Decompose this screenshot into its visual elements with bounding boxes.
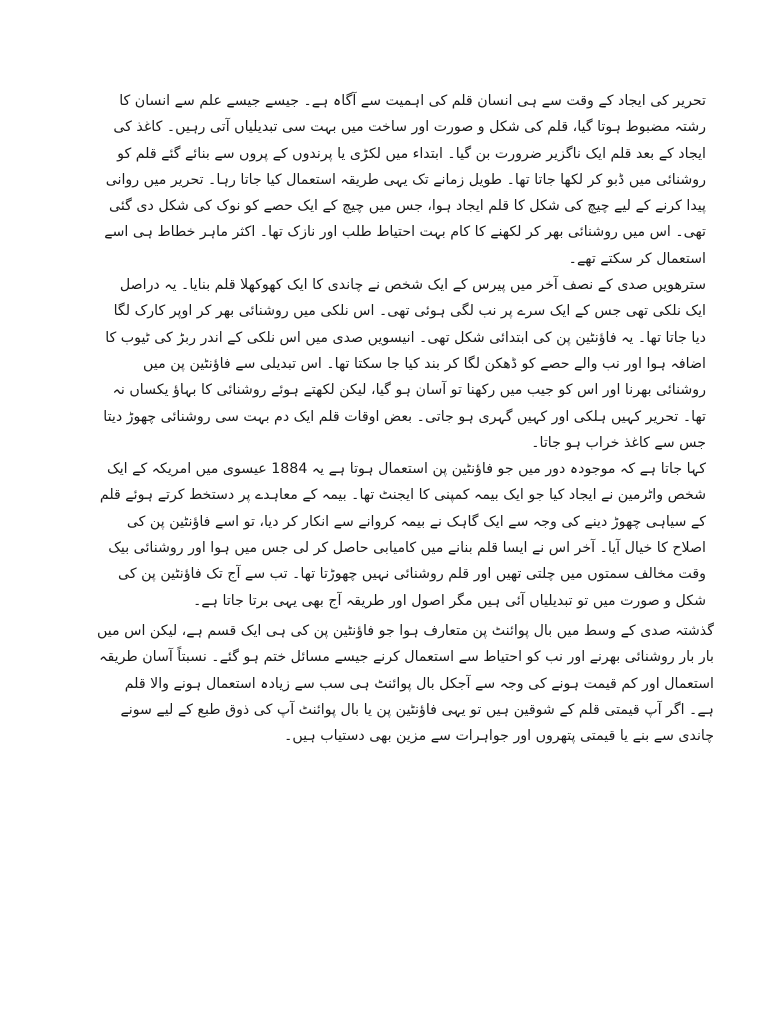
paragraph-waterman-1884: کہا جاتا ہے کہ موجودہ دور میں جو فاؤنٹین پن استعمال ہوتا ہے یہ 1884 عیسوی میں امریکہ کے ایک شخص واٹرمین نے ایجاد کیا جو ایک بیمہ کمپنی کا ایجنٹ تھا۔ بیمہ کے معاہدے پر دستخط کرتے ہوئے قلم کے سیاہی چھوڑ دینے کی وجہ سے ایک گاہک نے بیمہ کروانے سے انکار کر دیا، تو اسے فاؤنٹین پن کی اصلاح کا خیال آیا۔ آخر اس نے ایسا قلم بنانے میں کامیابی حاصل کر لی جس میں ہوا اور روشنائی بیک وقت مخالف سمتوں میں چلتی تھیں اور قلم روشنائی نہیں چھوڑتا تھا۔ تب سے آج تک فاؤنٹین پن کی شکل و صورت میں تو تبدیلیاں آئی ہیں مگر اصول اور طریقہ آج بھی یہی برتا جاتا ہے۔ [99, 461, 706, 609]
paragraph-history-of-pen: تحریر کی ایجاد کے وقت سے ہی انسان قلم کی اہمیت سے آگاہ ہے۔ جیسے جیسے علم سے انسان کا رشتہ مضبوط ہوتا گیا، قلم کی شکل و صورت اور ساخت میں بہت سی تبدیلیاں آتی رہیں۔ کاغذ کی ایجاد کے بعد قلم ایک ناگزیر ضرورت بن گیا۔ ابتداء میں لکڑی یا پرندوں کے پروں سے بنائے گئے قلم کو روشنائی میں ڈبو کر لکھا جاتا تھا۔ طویل زمانے تک یہی طریقہ استعمال کیا جاتا رہا۔ تحریر میں روانی پیدا کرنے کے لیے چیچ کی شکل کا قلم ایجاد ہوا، جس میں چیچ کے ایک حصے کو نوک کی شکل دی گئی تھی۔ اس میں روشنائی بھر کر لکھنے کا کام بہت احتیاط طلب اور نازک تھا۔ اکثر ماہر خطاط ہی اسے استعمال کر سکتے تھے۔ [104, 93, 706, 267]
article-body [96, 88, 714, 749]
paragraph-seventeenth-century: سترھویں صدی کے نصف آخر میں پیرس کے ایک شخص نے چاندی کا ایک کھوکھلا قلم بنایا۔ یہ دراصل ایک نلکی تھی جس کے ایک سرے پر نب لگی ہوئی تھی۔ اس نلکی میں روشنائی بھر کر اوپر کارک لگا دیا جاتا تھا۔ یہ فاؤنٹین پن کی ابتدائی شکل تھی۔ انیسویں صدی میں اس نلکی کے اندر ربڑ کی ٹیوب کا اضافہ ہوا اور نب والے حصے کو ڈھکن لگا کر بند کیا جا سکتا تھا۔ اس تبدیلی سے فاؤنٹین پن میں روشنائی بھرنا اور اس کو جیب میں رکھنا تو آسان ہو گیا، لیکن لکھتے ہوئے روشنائی کا بہاؤ یکساں نہ تھا۔ تحریر کہیں ہلکی اور کہیں گہری ہو جاتی۔ بعض اوقات قلم ایک دم بہت سی روشنائی چھوڑ دیتا جس سے کاغذ خراب ہو جاتا۔ [103, 277, 706, 451]
paragraph-ball-point: گذشتہ صدی کے وسط میں بال پوائنٹ پن متعارف ہوا جو فاؤنٹین پن کی ہی ایک قسم ہے، لیکن اس میں بار بار روشنائی بھرنے اور نب کو احتیاط سے استعمال کرنے جیسے مسائل ختم ہو گئے۔ نسبتاً آسان طریقہ استعمال اور کم قیمت ہونے کی وجہ سے آجکل بال پوائنٹ ہی سب سے زیادہ استعمال ہونے والا قلم ہے۔ اگر آپ قیمتی قلم کے شوقین ہیں تو یہی فاؤنٹین پن یا بال پوائنٹ آپ کی ذوق طبع کے لیے سونے چاندی سے بنے یا قیمتی پتھروں اور جواہرات سے مزین بھی دستیاب ہیں۔ [96, 622, 714, 745]
